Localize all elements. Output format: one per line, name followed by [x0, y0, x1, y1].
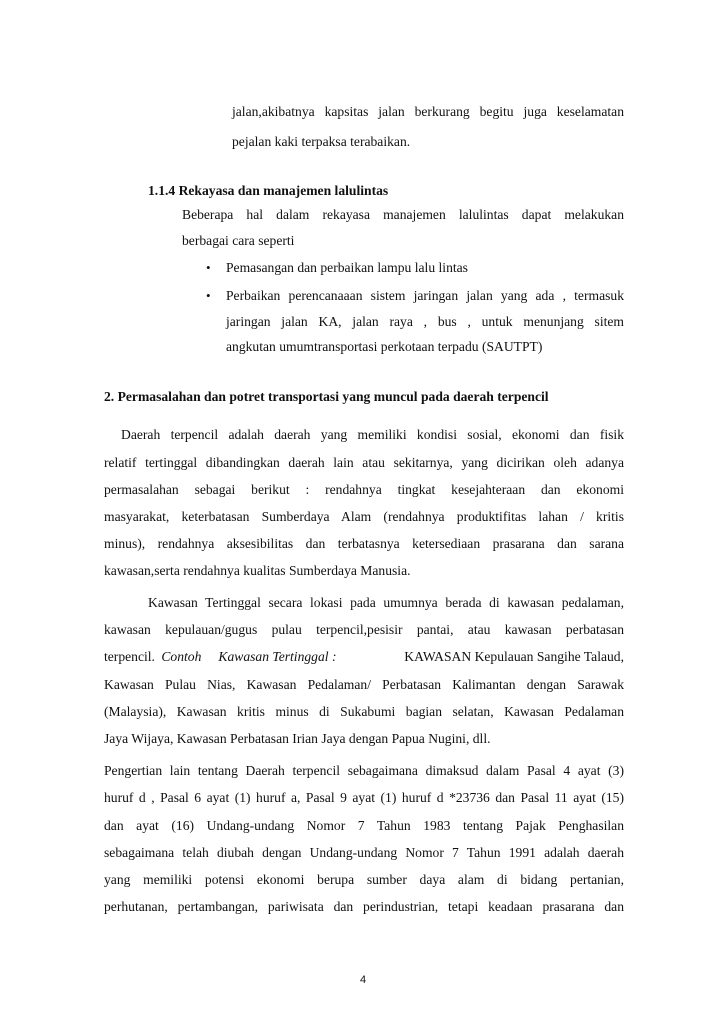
para2-line-1: Kawasan Tertinggal secara lokasi pada umumnya berada di kawasan pedalaman,	[148, 595, 624, 610]
para1-line-1: Daerah terpencil adalah daerah yang memiliki kondisi sosial, ekonomi dan fisik	[121, 427, 624, 442]
page-number: 4	[360, 974, 367, 986]
top-item-line-2: pejalan kaki terpaksa terabaikan.	[232, 134, 411, 149]
para2-line-3-end: KAWASAN Kepulauan Sangihe Talaud,	[404, 649, 624, 664]
para1-line-2: relatif tertinggal dibandingkan daerah lain atau sekitarnya, yang dicirikan oleh adanya	[104, 455, 624, 470]
section-114-intro-line-2: berbagai cara seperti	[182, 233, 295, 248]
bullet-2-line-1: Perbaikan perencanaaan sistem jaringan jalan yang ada , termasuk	[226, 288, 624, 303]
para3-line-5: yang memiliki potensi ekonomi berupa sumber daya alam di bidang pertanian,	[104, 872, 624, 887]
para1-line-4: masyarakat, keterbatasan Sumberdaya Alam (rendahnya produktifitas lahan / kritis	[104, 509, 624, 524]
para3-line-4: sebagaimana telah diubah dengan Undang-undang Nomor 7 Tahun 1991 adalah daerah	[104, 845, 624, 860]
section-2-heading: 2. Permasalahan dan potret transportasi yang muncul pada daerah terpencil	[104, 389, 549, 404]
para3-line-3: dan ayat (16) Undang-undang Nomor 7 Tahun 1983 tentang Pajak Penghasilan	[104, 818, 624, 833]
bullet-1-marker: •	[206, 260, 211, 275]
para1-line-5: minus), rendahnya aksesibilitas dan terbatasnya ketersediaan prasarana dan sarana	[104, 536, 624, 551]
section-114-heading: 1.1.4 Rekayasa dan manajemen lalulintas	[148, 183, 389, 198]
para1-line-3: permasalahan sebagai berikut : rendahnya tingkat kesejahteraan dan ekonomi	[104, 482, 624, 497]
top-item-line-1: jalan,akibatnya kapsitas jalan berkurang begitu juga keselamatan	[232, 104, 624, 119]
para3-line-1: Pengertian lain tentang Daerah terpencil sebagaimana dimaksud dalam Pasal 4 ayat (3)	[104, 763, 624, 778]
para3-line-6: perhutanan, pertambangan, pariwisata dan perindustrian, tetapi keadaan prasarana dan	[104, 899, 624, 914]
bullet-2-line-3: angkutan umumtransportasi perkotaan terpadu (SAUTPT)	[226, 339, 543, 354]
para2-line-3	[104, 648, 624, 666]
para2-line-5: (Malaysia), Kawasan kritis minus di Sukabumi bagian selatan, Kawasan Pedalaman	[104, 704, 624, 719]
bullet-1-line-1: Pemasangan dan perbaikan lampu lalu lintas	[226, 260, 468, 275]
bullet-2-marker: •	[206, 288, 211, 303]
section-114-intro-line-1: Beberapa hal dalam rekayasa manajemen lalulintas dapat melakukan	[182, 207, 624, 222]
para3-line-2: huruf d , Pasal 6 ayat (1) huruf a, Pasal 9 ayat (1) huruf d *23736 dan Pasal 11 ayat (15)	[104, 790, 624, 805]
para2-line-3-start: terpencil.	[104, 649, 155, 664]
bullet-2-line-2: jaringan jalan KA, jalan raya , bus , untuk menunjang sitem	[226, 314, 624, 329]
para2-line-3-italic: Contoh Kawasan Tertinggal :	[161, 649, 337, 664]
para1-line-6: kawasan,serta rendahnya kualitas Sumberdaya Manusia.	[104, 563, 411, 578]
para2-line-2: kawasan kepulauan/gugus pulau terpencil,pesisir pantai, atau kawasan perbatasan	[104, 622, 624, 637]
para2-line-6: Jaya Wijaya, Kawasan Perbatasan Irian Jaya dengan Papua Nugini, dll.	[104, 731, 491, 746]
para2-line-4: Kawasan Pulau Nias, Kawasan Pedalaman/ Perbatasan Kalimantan dengan Sarawak	[104, 677, 624, 692]
